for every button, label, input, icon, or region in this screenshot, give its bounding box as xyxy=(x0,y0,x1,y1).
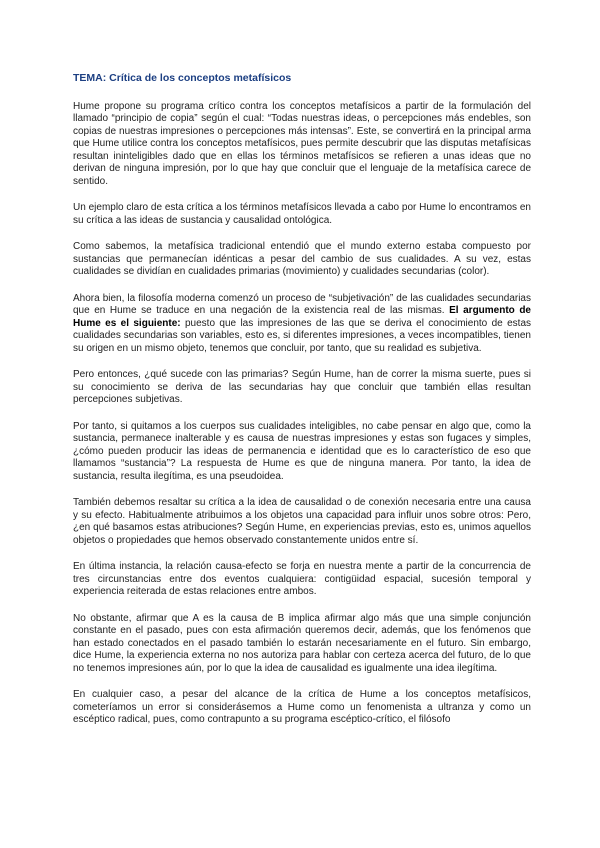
paragraph-subjetivacion xyxy=(73,293,531,356)
paragraph-cualidades-primarias: Pero entonces, ¿qué sucede con las primarias? Según Hume, han de correr la misma suerte, pues si su conocimiento se deriva de las secundarias hay que concluir que también ellas resultan percepciones subjetivas. xyxy=(73,369,531,405)
paragraph-subjetivacion-text: Ahora bien, la filosofía moderna comenzó un proceso de “subjetivación” de las cualidades secundarias que en Hume se traduce en una negación de la existencia real de las mismas. xyxy=(73,292,531,316)
paragraph-en-cualquier-caso: En cualquier caso, a pesar del alcance de la crítica de Hume a los conceptos metafísicos, cometeríamos un error si considerásemos a Hume como un fenomenista a ultranza y como un escéptico radical, pues, como contrapunto a su programa escéptico-crítico, el filósofo xyxy=(73,689,531,725)
paragraph-causalidad: También debemos resaltar su crítica a la idea de causalidad o de conexión necesaria entre una causa y su efecto. Habitualmente atribuimos a los objetos una capacidad para influir unos sobre otros: Pero, ¿en qué basamos estas atribuciones? Según Hume, en experiencias previas, esto es, unimos aquellos objetos o propiedades que hemos observado constantemente unidos entre sí. xyxy=(73,497,531,546)
paragraph-sustancia: Por tanto, si quitamos a los cuerpos sus cualidades inteligibles, no cabe pensar en algo que, como la sustancia, permanece inalterable y es causa de nuestras impresiones y estas son fugaces y simples, ¿cómo pueden producir las ideas de permanencia e identidad que es lo característico de eso que llamamos “sustancia”? La respuesta de Hume es que de ninguna manera. Por tanto, la idea de sustancia, resulta ilegítima, es una pseudoidea. xyxy=(73,420,531,482)
paragraph-principio-de-copia: Hume propone su programa crítico contra los conceptos metafísicos a partir de la formulación del llamado “principio de copia” según el cual: “Todas nuestras ideas, o percepciones más endebles, son copias de nuestras impresiones o percepciones más intensas”. Este, se convertirá en la principal arma que Hume utilice contra los conceptos metafísicos, pues permite descubrir que las disputas metafísicas resultan ininteligibles dado que en ellas los términos metafísicos se refieren a unas ideas que no derivan de ninguna impresión, por lo que hay que concluir que el lenguaje de la metafísica carece de sentido. xyxy=(73,100,531,187)
paragraph-causa-efecto: En última instancia, la relación causa-efecto se forja en nuestra mente a partir de la concurrencia de tres circunstancias entre dos eventos cualquiera: contigüidad espacial, sucesión temporal y experiencia reiterada de estas relaciones entre ambos. xyxy=(73,561,531,597)
argumento-bold-heading: El argumento de Hume es el siguiente: xyxy=(73,305,531,329)
paragraph-no-obstante: No obstante, afirmar que A es la causa de B implica afirmar algo más que una simple conjunción constante en el pasado, pues con esta afirmación queremos decir, además, que los fenómenos que han estado conectados en el pasado también lo estarán necesariamente en el futuro. Sin embargo, dice Hume, la experiencia externa no nos autoriza para hablar con certeza acerca del futuro, de lo que no tenemos impresiones aún, por lo que la idea de causalidad es igualmente una idea ilegítima. xyxy=(73,612,531,674)
paragraph-metafisica-tradicional: Como sabemos, la metafísica tradicional entendió que el mundo externo estaba compuesto por sustancias que permanecían idénticas a pesar del cambio de sus cualidades. A su vez, estas cualidades se dividían en cualidades primarias (movimiento) y cualidades secundarias (color). xyxy=(73,241,531,277)
paragraph-subjetivacion-after: puesto que las impresiones de las que se deriva el conocimiento de estas cualidades secundarias son variables, esto es, si diferentes impresiones, a veces incompatibles, tienen su origen en un mismo objeto, tenemos que concluir, por tanto, que su realidad es subjetiva. xyxy=(73,317,532,354)
paragraph-ejemplo-critica: Un ejemplo claro de esta crítica a los términos metafísicos llevada a cabo por Hume lo encontramos en su crítica a las ideas de sustancia y causalidad ontológica. xyxy=(73,202,531,226)
document-title: TEMA: Crítica de los conceptos metafísicos xyxy=(73,72,292,84)
document-page xyxy=(73,72,531,741)
